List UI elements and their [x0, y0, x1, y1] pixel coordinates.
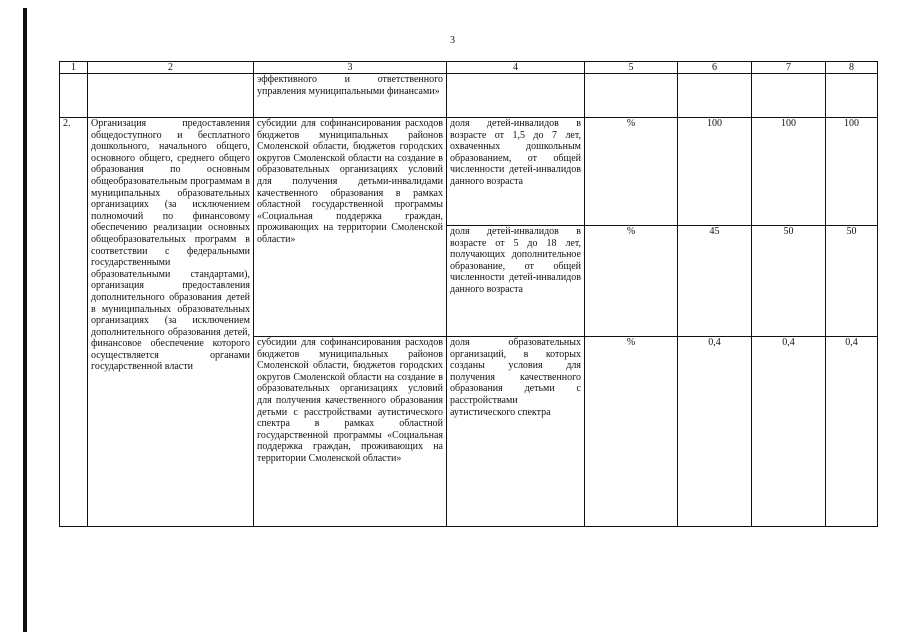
header-cell: 3: [254, 62, 447, 74]
indicator-value: 100: [752, 118, 826, 226]
page-edge-bar: [23, 8, 27, 632]
subsidy-description-2: субсидии для софинансирования расходов бюджетов муниципальных районов Смоленской области, бюджетов городских округов Смоленской области на создание в образовательных организациях условий для получения качественного образования детьми с расстройствами аутистического спектра в рамках областной государственной программы «Социальная поддержка граждан, проживающих на территории Смоленской области»: [254, 337, 447, 527]
indicator-unit: %: [585, 226, 678, 337]
indicator-value: 0,4: [678, 337, 752, 527]
indicator-value: 0,4: [752, 337, 826, 527]
header-cell: 5: [585, 62, 678, 74]
continued-subsidy-text: эффективного и ответственного управления муниципальными финансами»: [254, 74, 447, 118]
table-row: [60, 118, 878, 226]
header-cell: 7: [752, 62, 826, 74]
indicator-value: 0,4: [826, 337, 878, 527]
header-cell: 1: [60, 62, 88, 74]
header-cell: 8: [826, 62, 878, 74]
subsidy-description-1: субсидии для софинансирования расходов бюджетов муниципальных районов Смоленской области, бюджетов городских округов Смоленской области на создание в образовательных организациях условий для получения детьми-инвалидами качественного образования в рамках областной государственной программы «Социальная поддержка граждан, проживающих на территории Смоленской области»: [254, 118, 447, 337]
row-number: 2.: [60, 118, 88, 527]
indicator-unit: %: [585, 118, 678, 226]
indicator-value: 100: [678, 118, 752, 226]
indicator-value: 50: [826, 226, 878, 337]
header-cell: 2: [88, 62, 254, 74]
indicator-text: доля детей-инвалидов в возрасте от 5 до 18 лет, получающих дополнительное образование, от общей численности детей-инвалидов данного возраста: [447, 226, 585, 337]
continuation-row: [60, 74, 878, 118]
indicator-value: 100: [826, 118, 878, 226]
indicator-value: 45: [678, 226, 752, 337]
header-cell: 6: [678, 62, 752, 74]
page-number: 3: [450, 35, 455, 46]
program-table: [59, 61, 878, 527]
indicator-unit: %: [585, 337, 678, 527]
indicator-value: 50: [752, 226, 826, 337]
header-cell: 4: [447, 62, 585, 74]
indicator-text: доля образовательных организаций, в которых созданы условия для получения качественного образования детьми с расстройствами аутистического спектра: [447, 337, 585, 527]
header-row: [60, 62, 878, 74]
activity-description: Организация предоставления общедоступного и бесплатного дошкольного, начального общего, основного общего, среднего общего образования по основным общеобразовательным программам в муниципальных образовательных организациях (за исключением полномочий по финансовому обеспечению реализации основных общеобразовательных программ в соответствии с федеральными государственными образовательными стандартами), организация предоставления дополнительного образования детей в муниципальных образовательных организациях (за исключением дополнительного образования детей, финансовое обеспечение которого осуществляется органами государственной власти: [88, 118, 254, 527]
indicator-text: доля детей-инвалидов в возрасте от 1,5 до 7 лет, охваченных дошкольным образованием, от общей численности детей-инвалидов данного возраста: [447, 118, 585, 226]
